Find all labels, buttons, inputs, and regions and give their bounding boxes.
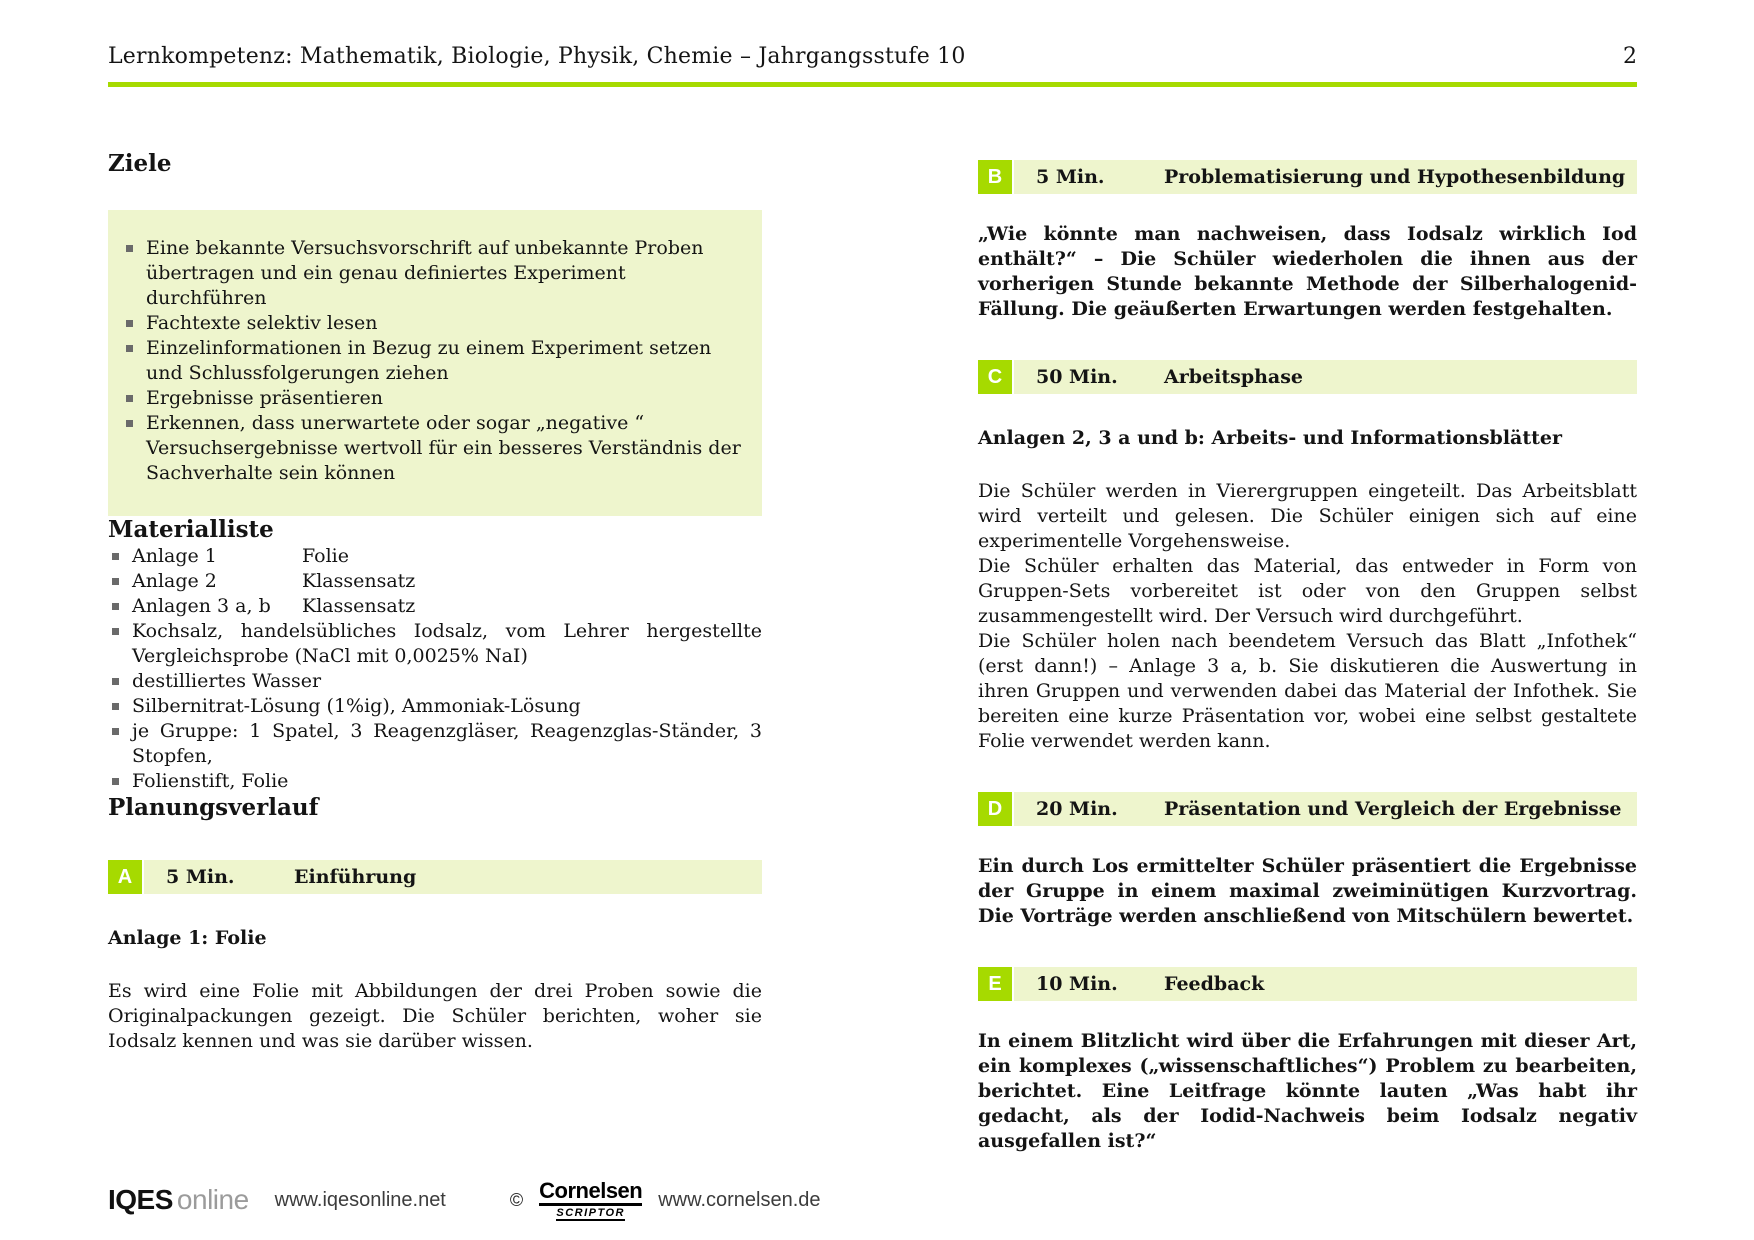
cornelsen-url: www.cornelsen.de <box>658 1188 821 1211</box>
copyright-symbol: © <box>509 1189 524 1210</box>
page-header <box>108 44 1637 69</box>
list-item: destilliertes Wasser <box>108 669 762 694</box>
phase-duration: 10 Min. <box>1036 972 1118 995</box>
list-item: Anlage 1 Folie <box>108 544 762 569</box>
paragraph: Die Schüler werden in Vierergruppen eingeteilt. Das Arbeitsblatt wird verteilt und gelesen. Die Schüler einigen sich auf eine experimentelle Vorgehensweise. <box>978 480 1637 552</box>
list-item: je Gruppe: 1 Spatel, 3 Reagenzgläser, Reagenzglas-Ständer, 3 Stopfen, <box>108 719 762 769</box>
left-column <box>108 150 762 1054</box>
phase-duration: 20 Min. <box>1036 797 1118 820</box>
paragraph: Ein durch Los ermittelter Schüler präsentiert die Ergebnisse der Gruppe in einem maximal zweiminütigen Kurzvortrag. Die Vorträge werden anschließend von Mitschülern bewertet. <box>978 855 1637 927</box>
phase-letter-badge: A <box>108 860 142 894</box>
phase-title: Feedback <box>1164 972 1265 995</box>
phase-duration: 50 Min. <box>1036 365 1118 388</box>
phase-title: Einführung <box>294 865 417 888</box>
phase-letter-badge: B <box>978 160 1012 194</box>
phase-bar-a <box>108 860 762 894</box>
phase-bar-e <box>978 967 1637 1001</box>
phase-letter-badge: E <box>978 967 1012 1001</box>
paragraph: Die Schüler erhalten das Material, das entweder in Form von Gruppen-Sets vorbereitet ist oder von den Gruppen selbst zusammengestellt wird. Der Versuch wird durchgeführt. <box>978 555 1637 627</box>
phase-letter-badge: C <box>978 360 1012 394</box>
phase-bar-d <box>978 792 1637 826</box>
list-item: Fachtexte selektiv lesen <box>122 311 742 336</box>
phase-title: Arbeitsphase <box>1164 365 1304 388</box>
right-column <box>978 150 1637 1154</box>
paragraph: Die Schüler holen nach beendetem Versuch das Blatt „Infothek“ (erst dann!) – Anlage 3 a, b. Sie diskutieren die Auswertung in ihren Gruppen und verwenden dabei das Material der Infothek. Sie bereiten eine kurze Präsentation vor, wobei eine selbst gestaltete Folie verwendet werden kann. <box>978 630 1637 752</box>
page-number: 2 <box>1623 44 1637 69</box>
anlage1-subheading: Anlage 1: Folie <box>108 927 267 949</box>
phase-bar-b <box>978 160 1637 194</box>
goals-list <box>122 236 742 486</box>
iqes-url: www.iqesonline.net <box>274 1188 446 1211</box>
ziele-heading: Ziele <box>108 150 172 177</box>
phase-title: Problematisierung und Hypothesenbildung <box>1164 165 1626 188</box>
header-divider <box>108 82 1637 87</box>
paragraph: „Wie könnte man nachweisen, dass Iodsalz wirklich Iod enthält?“ – Die Schüler wiederholen die ihnen aus der vorherigen Stunde bekannte Methode der Silberhalogenid-Fällung. Die geäußerten Erwartungen werden festgehalten. <box>978 223 1637 320</box>
planung-heading: Planungsverlauf <box>108 794 319 821</box>
list-item: Silbernitrat-Lösung (1%ig), Ammoniak-Lösung <box>108 694 762 719</box>
phase-title: Präsentation und Vergleich der Ergebnisse <box>1164 797 1622 820</box>
list-item: Ergebnisse präsentieren <box>122 386 742 411</box>
list-item: Folienstift, Folie <box>108 769 762 794</box>
list-item: Kochsalz, handelsübliches Iodsalz, vom Lehrer hergestellte Vergleichsprobe (NaCl mit 0,0025% NaI) <box>108 619 762 669</box>
anlagen-subheading: Anlagen 2, 3 a und b: Arbeits- und Informationsblätter <box>978 427 1562 449</box>
material-list <box>108 544 762 794</box>
phase-duration: 5 Min. <box>166 865 235 888</box>
list-item: Eine bekannte Versuchsvorschrift auf unbekannte Proben übertragen und ein genau definiertes Experiment durchführen <box>122 236 742 311</box>
list-item: Einzelinformationen in Bezug zu einem Experiment setzen und Schlussfolgerungen ziehen <box>122 336 742 386</box>
phase-duration: 5 Min. <box>1036 165 1105 188</box>
list-item: Anlage 2 Klassensatz <box>108 569 762 594</box>
paragraph-group <box>978 479 1637 754</box>
material-heading: Materialliste <box>108 516 274 543</box>
list-item: Anlagen 3 a, b Klassensatz <box>108 594 762 619</box>
phase-bar-c <box>978 360 1637 394</box>
goals-box <box>108 210 762 516</box>
paragraph: Es wird eine Folie mit Abbildungen der drei Proben sowie die Originalpackungen gezeigt. Die Schüler berichten, woher sie Iodsalz kennen und was sie darüber wissen. <box>108 980 762 1052</box>
paragraph: In einem Blitzlicht wird über die Erfahrungen mit dieser Art, ein komplexes („wissenschaftliches“) Problem zu bearbeiten, berichtet. Eine Leitfrage könnte lauten „Was habt ihr gedacht, als der Iodid-Nachweis beim Iodsalz negativ ausgefallen ist?“ <box>978 1030 1637 1152</box>
document-title: Lernkompetenz: Mathematik, Biologie, Physik, Chemie – Jahrgangsstufe 10 <box>108 44 966 69</box>
list-item: Erkennen, dass unerwartete oder sogar „negative “ Versuchsergebnisse wertvoll für ein besseres Verständnis der Sachverhalte sein können <box>122 411 742 486</box>
iqes-online-logo: IQES online <box>108 1184 249 1215</box>
cornelsen-scriptor-logo: Cornelsen SCRIPTOR <box>539 1177 643 1219</box>
page-footer <box>108 1178 1637 1222</box>
phase-letter-badge: D <box>978 792 1012 826</box>
